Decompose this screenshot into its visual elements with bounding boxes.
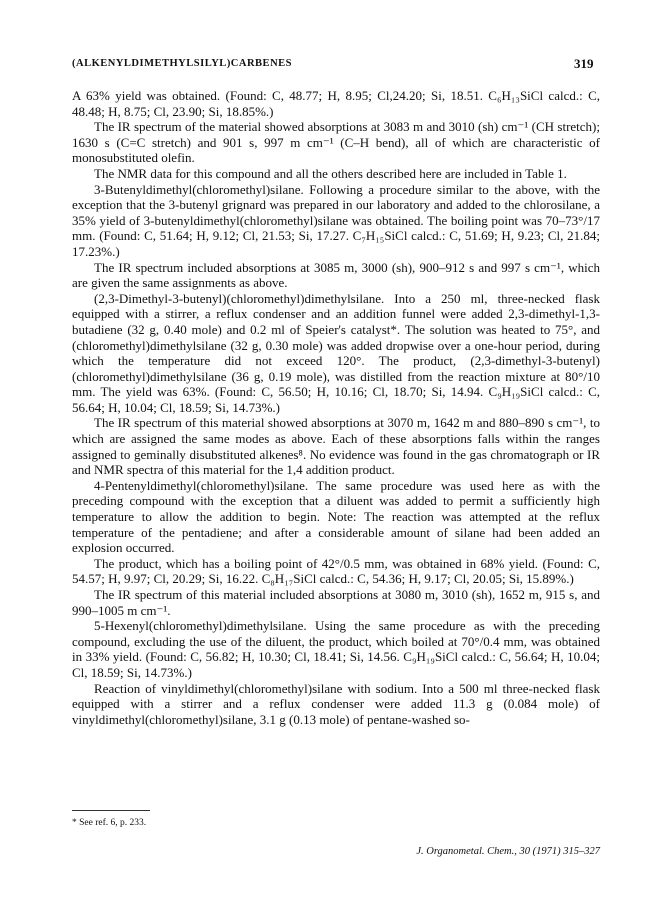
paragraph: A 63% yield was obtained. (Found: C, 48.77; H, 8.95; Cl,24.20; Si, 18.51. C₆H₁₃SiCl calcd.: C, 48.48; H, 8.75; Cl, 23.90; Si, 18.85%.) bbox=[72, 88, 600, 119]
running-title: (ALKENYLDIMETHYLSILYL)CARBENES bbox=[72, 58, 292, 69]
page-number: 319 bbox=[574, 56, 594, 71]
paragraph: The IR spectrum of this material showed absorptions at 3070 m, 1642 m and 880–890 s cm⁻¹, to which are assigned the same modes as above. Each of these absorptions falls within the ranges assigned to geminally disubstituted alkenes⁸. No evidence was found in the gas chromatograph or IR and NMR spectra of this material for the 1,4 addition product. bbox=[72, 415, 600, 478]
paragraph: The product, which has a boiling point of 42°/0.5 mm, was obtained in 68% yield. (Found: C, 54.57; H, 9.97; Cl, 20.29; Si, 16.22. C₈H₁₇SiCl calcd.: C, 54.36; H, 9.17; Cl, 20.05; Si, 15.89%.) bbox=[72, 555, 600, 587]
paragraph: 5-Hexenyl(chloromethyl)dimethylsilane. Using the same procedure as with the preceding compound, excluding the use of the diluent, the product, which boiled at 70°/0.4 mm, was obtained in 33% yield. (Found: C, 56.82; H, 10.30; Cl, 18.41; Si, 14.56. C₉H₁₉SiCl calcd.: C, 56.64; H, 10.04; Cl, 18.59; Si, 14.73%.) bbox=[72, 618, 600, 680]
body-text bbox=[72, 88, 600, 727]
footnote-divider bbox=[72, 810, 150, 811]
paragraph: 3-Butenyldimethyl(chloromethyl)silane. Following a procedure similar to the above, with the exception that the 3-butenyl grignard was prepared in our laboratory and added to the chlorosilane, a 35% yield of 3-butenyldimethyl(chloromethyl)silane was obtained. The boiling point was 70–73°/17 mm. (Found: C, 51.64; H, 9.12; Cl, 21.53; Si, 17.27. C₇H₁₅SiCl calcd.: C, 51.69; H, 9.23; Cl, 21.84; 17.23%.) bbox=[72, 181, 600, 259]
footnote: * See ref. 6, p. 233. bbox=[72, 818, 147, 828]
paragraph: The IR spectrum included absorptions at 3085 m, 3000 (sh), 900–912 s and 997 s cm⁻¹, which are given the same assignments as above. bbox=[72, 259, 600, 291]
paragraph: 4-Pentenyldimethyl(chloromethyl)silane. The same procedure was used here as with the preceding compound with the exception that a diluent was added to permit a sufficiently high temperature to allow the addition to begin. Note: The reaction was attempted at the reflux temperature of the pentadiene; and after a considerable amount of silane had been added an explosion occurred. bbox=[72, 477, 600, 556]
paragraph: The IR spectrum of this material included absorptions at 3080 m, 3010 (sh), 1652 m, 915 s, and 990–1005 m cm⁻¹. bbox=[72, 587, 600, 618]
paragraph: Reaction of vinyldimethyl(chloromethyl)silane with sodium. Into a 500 ml three-necked flask equipped with a stirrer and a reflux condenser were added 11.3 g (0.084 mole) of vinyldimethyl(chloromethyl)silane, 3.1 g (0.13 mole) of pentane-washed so- bbox=[72, 680, 600, 727]
paragraph: The NMR data for this compound and all the others described here are included in Table 1. bbox=[94, 165, 567, 181]
paragraph: The IR spectrum of the material showed absorptions at 3083 m and 3010 (sh) cm⁻¹ (CH stretch); 1630 s (C=C stretch) and 901 s, 997 m cm⁻¹ (C–H bend), all of which are characteristic of monosubstituted olefin. bbox=[72, 119, 600, 166]
paragraph: (2,3-Dimethyl-3-butenyl)(chloromethyl)dimethylsilane. Into a 250 ml, three-necked flask equipped with a stirrer, a reflux condenser and an addition funnel were added 2,3-dimethyl-1,3-butadiene (32 g, 0.40 mole) and 0.2 ml of Speier's catalyst*. The solution was heated to 75°, and (chloromethyl)dimethylsilane (32 g, 0.30 mole) was added dropwise over a one-hour period, during which the temperature did not exceed 120°. The product, (2,3-dimethyl-3-butenyl)(chloromethyl)dimethylsilane (36 g, 0.19 mole), was distilled from the reaction mixture at 80°/10 mm. The yield was 63%. (Found: C, 56.50; H, 10.16; Cl, 18.70; Si, 14.94. C₉H₁₉SiCl calcd.: C, 56.64; H, 10.04; Cl, 18.59; Si, 14.73%.) bbox=[72, 290, 600, 415]
journal-reference: J. Organometal. Chem., 30 (1971) 315–327 bbox=[416, 846, 600, 857]
